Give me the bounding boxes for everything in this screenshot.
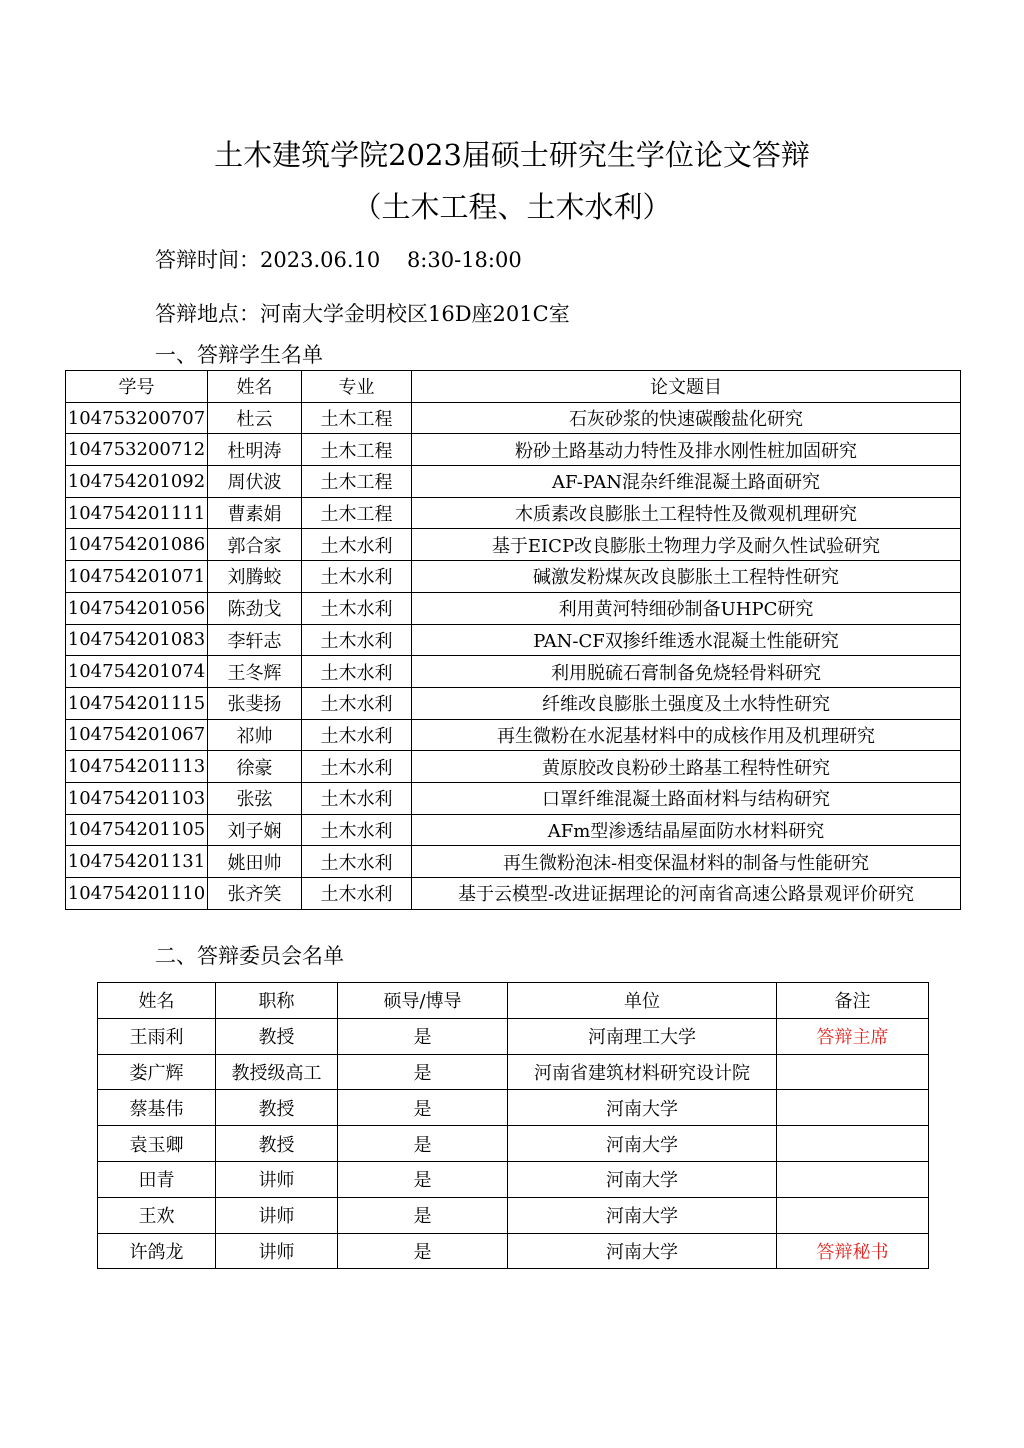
major-cell: 土木水利: [302, 592, 412, 624]
header-supervisor: 硕导/博导: [338, 983, 508, 1019]
thesis-title-cell: AFm型渗透结晶屋面防水材料研究: [412, 814, 961, 846]
defense-location: [155, 298, 570, 328]
major-cell: 土木水利: [302, 719, 412, 751]
student-name-cell: 张齐笑: [208, 878, 302, 910]
student-id-cell: 104754201131: [66, 846, 208, 878]
remark-cell: [777, 1161, 929, 1197]
table-row: [98, 1018, 929, 1054]
member-name-cell: 蔡基伟: [98, 1090, 216, 1126]
thesis-title-cell: 黄原胶改良粉砂土路基工程特性研究: [412, 751, 961, 783]
affiliation-cell: 河南大学: [508, 1090, 777, 1126]
student-name-cell: 杜明涛: [208, 434, 302, 466]
student-name-cell: 张斐扬: [208, 687, 302, 719]
affiliation-cell: 河南理工大学: [508, 1018, 777, 1054]
student-id-cell: 104754201110: [66, 878, 208, 910]
student-name-cell: 刘子娴: [208, 814, 302, 846]
student-name-cell: 刘腾蛟: [208, 561, 302, 593]
committee-table: [97, 982, 929, 1269]
students-table: [65, 370, 961, 910]
student-name-cell: 张弦: [208, 782, 302, 814]
student-name-cell: 祁帅: [208, 719, 302, 751]
table-row: [98, 1233, 929, 1269]
student-name-cell: 陈劲戈: [208, 592, 302, 624]
section-committee-title: 二、答辩委员会名单: [155, 944, 344, 968]
table-row: [98, 1197, 929, 1233]
member-name-cell: 娄广辉: [98, 1054, 216, 1090]
major-cell: 土木水利: [302, 751, 412, 783]
supervisor-cell: 是: [338, 1233, 508, 1269]
major-cell: 土木水利: [302, 846, 412, 878]
affiliation-cell: 河南省建筑材料研究设计院: [508, 1054, 777, 1090]
table-row: [98, 1054, 929, 1090]
student-id-cell: 104754201083: [66, 624, 208, 656]
supervisor-cell: 是: [338, 1126, 508, 1162]
table-row: [66, 434, 961, 466]
student-name-cell: 杜云: [208, 402, 302, 434]
header-member-name: 姓名: [98, 983, 216, 1019]
committee-header-row: [98, 983, 929, 1019]
student-id-cell: 104754201115: [66, 687, 208, 719]
thesis-title-cell: 粉砂土路基动力特性及排水刚性桩加固研究: [412, 434, 961, 466]
supervisor-cell: 是: [338, 1161, 508, 1197]
remark-cell: [777, 1090, 929, 1126]
member-title-cell: 讲师: [216, 1197, 338, 1233]
defense-location-label: 答辩地点：: [155, 302, 260, 326]
section-students-title: 一、答辩学生名单: [155, 343, 323, 367]
student-name-cell: 曹素娟: [208, 497, 302, 529]
students-header-row: [66, 371, 961, 403]
defense-time-label: 答辩时间：: [155, 248, 260, 272]
affiliation-cell: 河南大学: [508, 1233, 777, 1269]
remark-cell: [777, 1197, 929, 1233]
thesis-title-cell: 基于云模型-改进证据理论的河南省高速公路景观评价研究: [412, 878, 961, 910]
student-id-cell: 104754201086: [66, 529, 208, 561]
header-student-name: 姓名: [208, 371, 302, 403]
thesis-title-cell: 利用脱硫石膏制备免烧轻骨料研究: [412, 656, 961, 688]
thesis-title-cell: 石灰砂浆的快速碳酸盐化研究: [412, 402, 961, 434]
student-id-cell: 104754201071: [66, 561, 208, 593]
table-row: [66, 592, 961, 624]
major-cell: 土木水利: [302, 782, 412, 814]
supervisor-cell: 是: [338, 1197, 508, 1233]
table-row: [66, 497, 961, 529]
supervisor-cell: 是: [338, 1054, 508, 1090]
major-cell: 土木水利: [302, 656, 412, 688]
student-name-cell: 徐豪: [208, 751, 302, 783]
member-name-cell: 王雨利: [98, 1018, 216, 1054]
table-row: [66, 402, 961, 434]
major-cell: 土木工程: [302, 434, 412, 466]
major-cell: 土木工程: [302, 466, 412, 498]
header-thesis-title: 论文题目: [412, 371, 961, 403]
major-cell: 土木水利: [302, 878, 412, 910]
student-name-cell: 姚田帅: [208, 846, 302, 878]
table-row: [66, 561, 961, 593]
document-subtitle: （土木工程、土木水利）: [352, 190, 672, 224]
member-name-cell: 田青: [98, 1161, 216, 1197]
table-row: [66, 846, 961, 878]
student-name-cell: 李轩志: [208, 624, 302, 656]
table-row: [66, 624, 961, 656]
table-row: [98, 1126, 929, 1162]
thesis-title-cell: 再生微粉泡沫-相变保温材料的制备与性能研究: [412, 846, 961, 878]
major-cell: 土木工程: [302, 497, 412, 529]
remark-cell: 答辩秘书: [777, 1233, 929, 1269]
header-affiliation: 单位: [508, 983, 777, 1019]
table-row: [98, 1161, 929, 1197]
student-name-cell: 王冬辉: [208, 656, 302, 688]
student-id-cell: 104754201103: [66, 782, 208, 814]
table-row: [66, 719, 961, 751]
student-id-cell: 104753200712: [66, 434, 208, 466]
thesis-title-cell: PAN-CF双掺纤维透水混凝土性能研究: [412, 624, 961, 656]
student-id-cell: 104754201067: [66, 719, 208, 751]
student-id-cell: 104754201111: [66, 497, 208, 529]
document-title: 土木建筑学院2023届硕士研究生学位论文答辩: [214, 138, 810, 172]
student-id-cell: 104754201092: [66, 466, 208, 498]
major-cell: 土木水利: [302, 624, 412, 656]
table-row: [66, 751, 961, 783]
student-id-cell: 104754201113: [66, 751, 208, 783]
major-cell: 土木工程: [302, 402, 412, 434]
member-name-cell: 王欢: [98, 1197, 216, 1233]
major-cell: 土木水利: [302, 529, 412, 561]
defense-time: [155, 244, 522, 274]
affiliation-cell: 河南大学: [508, 1161, 777, 1197]
member-title-cell: 讲师: [216, 1161, 338, 1197]
table-row: [66, 782, 961, 814]
thesis-title-cell: 纤维改良膨胀土强度及土水特性研究: [412, 687, 961, 719]
remark-cell: [777, 1126, 929, 1162]
major-cell: 土木水利: [302, 814, 412, 846]
table-row: [66, 466, 961, 498]
table-row: [66, 687, 961, 719]
thesis-title-cell: 碱激发粉煤灰改良膨胀土工程特性研究: [412, 561, 961, 593]
affiliation-cell: 河南大学: [508, 1197, 777, 1233]
table-row: [66, 814, 961, 846]
member-name-cell: 许鸽龙: [98, 1233, 216, 1269]
member-title-cell: 教授: [216, 1018, 338, 1054]
thesis-title-cell: 再生微粉在水泥基材料中的成核作用及机理研究: [412, 719, 961, 751]
major-cell: 土木水利: [302, 687, 412, 719]
header-remark: 备注: [777, 983, 929, 1019]
supervisor-cell: 是: [338, 1018, 508, 1054]
header-member-title: 职称: [216, 983, 338, 1019]
defense-location-value: 河南大学金明校区16D座201C室: [260, 302, 570, 326]
student-name-cell: 周伏波: [208, 466, 302, 498]
header-major: 专业: [302, 371, 412, 403]
thesis-title-cell: 木质素改良膨胀土工程特性及微观机理研究: [412, 497, 961, 529]
member-title-cell: 教授级高工: [216, 1054, 338, 1090]
thesis-title-cell: 口罩纤维混凝土路面材料与结构研究: [412, 782, 961, 814]
remark-cell: [777, 1054, 929, 1090]
header-student-id: 学号: [66, 371, 208, 403]
student-name-cell: 郭合家: [208, 529, 302, 561]
student-id-cell: 104753200707: [66, 402, 208, 434]
member-title-cell: 教授: [216, 1126, 338, 1162]
student-id-cell: 104754201105: [66, 814, 208, 846]
remark-cell: 答辩主席: [777, 1018, 929, 1054]
student-id-cell: 104754201056: [66, 592, 208, 624]
thesis-title-cell: AF-PAN混杂纤维混凝土路面研究: [412, 466, 961, 498]
table-row: [66, 878, 961, 910]
supervisor-cell: 是: [338, 1090, 508, 1126]
student-id-cell: 104754201074: [66, 656, 208, 688]
thesis-title-cell: 利用黄河特细砂制备UHPC研究: [412, 592, 961, 624]
defense-time-value: 2023.06.10 8:30-18:00: [260, 248, 522, 272]
thesis-title-cell: 基于EICP改良膨胀土物理力学及耐久性试验研究: [412, 529, 961, 561]
member-title-cell: 教授: [216, 1090, 338, 1126]
major-cell: 土木水利: [302, 561, 412, 593]
table-row: [66, 529, 961, 561]
affiliation-cell: 河南大学: [508, 1126, 777, 1162]
table-row: [98, 1090, 929, 1126]
member-title-cell: 讲师: [216, 1233, 338, 1269]
member-name-cell: 袁玉卿: [98, 1126, 216, 1162]
table-row: [66, 656, 961, 688]
